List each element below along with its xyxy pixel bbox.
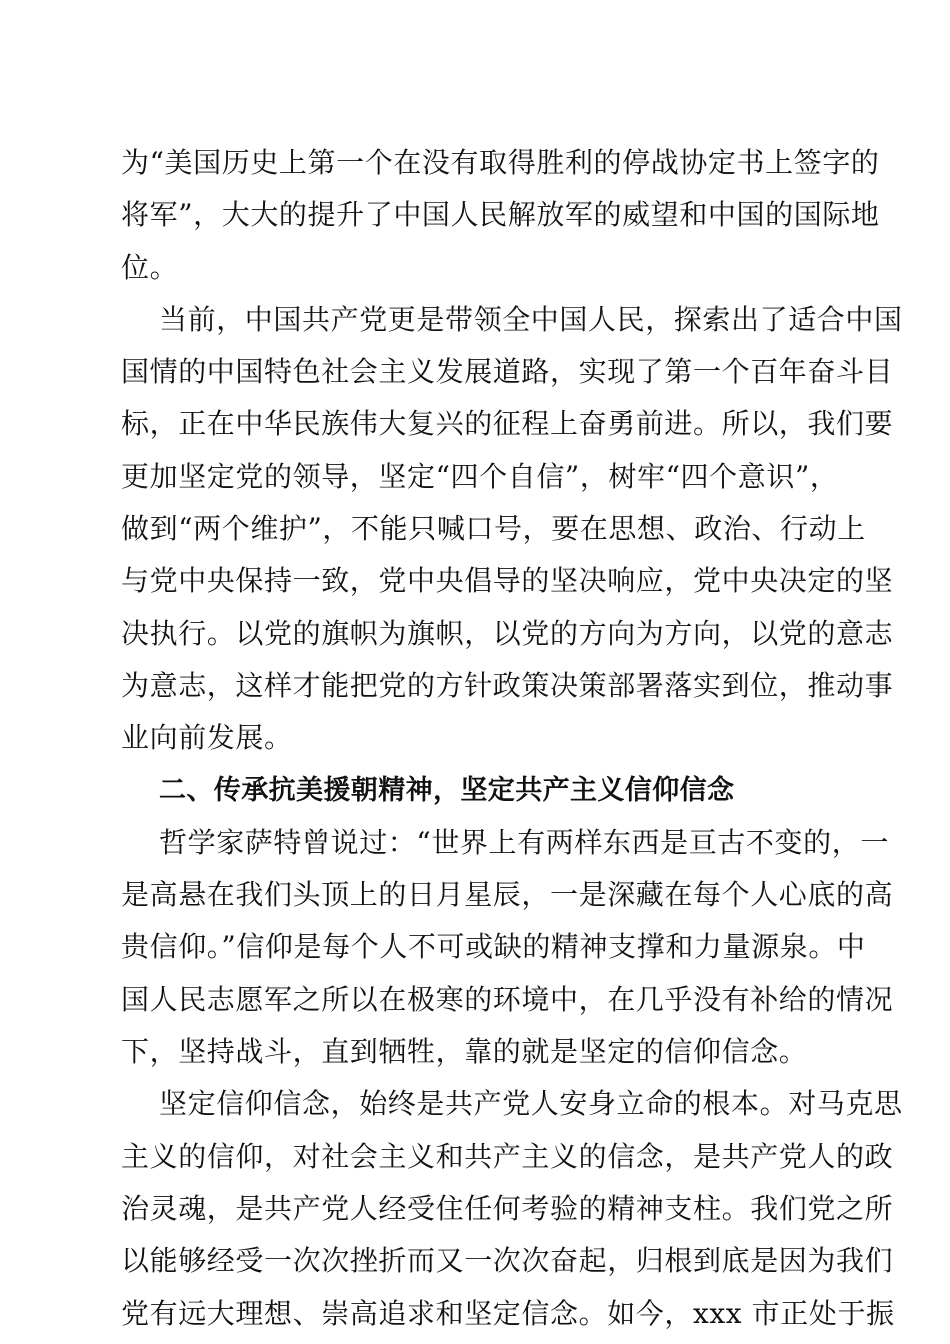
text-line: 更加坚定党的领导，坚定“四个自信”，树牢“四个意识”， [121,459,839,493]
text-line: 标，正在中华民族伟大复兴的征程上奋勇前进。所以，我们要 [121,407,894,441]
text-line: 坚定信仰信念，始终是共产党人安身立命的根本。对马克思 [159,1087,903,1121]
text-line: 党有远大理想、崇高追求和坚定信念。如今，xxx 市正处于振 [121,1296,895,1330]
text-line: 当前，中国共产党更是带领全中国人民，探索出了适合中国 [159,302,903,336]
text-line: 将军”，大大的提升了中国人民解放军的威望和中国的国际地 [121,198,880,232]
text-line: 为“美国历史上第一个在没有取得胜利的停战协定书上签字的 [121,146,880,179]
section-heading [121,765,831,817]
text-line: 国人民志愿军之所以在极寒的环境中，在几乎没有补给的情况 [121,982,894,1016]
paragraph-1 [121,137,880,294]
text-line: 主义的信仰，对社会主义和共产主义的信念，是共产党人的政 [121,1139,894,1173]
document-body [121,137,903,1340]
text-line: 以能够经受一次次挫折而又一次次奋起，归根到底是因为我们 [121,1244,894,1278]
text-line: 哲学家萨特曾说过：“世界上有两样东西是亘古不变的，一 [159,825,889,859]
heading-text: 二、传承抗美援朝精神，坚定共产主义信仰信念 [159,774,735,806]
text-line: 决执行。以党的旗帜为旗帜，以党的方向为方向，以党的意志 [121,616,894,650]
text-line: 是高悬在我们头顶上的日月星辰，一是深藏在每个人心底的高 [121,878,894,912]
text-line: 国情的中国特色社会主义发展道路，实现了第一个百年奋斗目 [121,355,894,389]
text-line: 治灵魂，是共产党人经受住任何考验的精神支柱。我们党之所 [121,1191,894,1225]
paragraph-2 [121,294,903,765]
text-line: 为意志，这样才能把党的方针政策决策部署落实到位，推动事 [121,668,894,702]
text-line: 与党中央保持一致，党中央倡导的坚决响应，党中央决定的坚 [121,564,894,598]
text-line: 贵信仰。”信仰是每个人不可或缺的精神支撑和力量源泉。中 [121,930,866,964]
text-line: 位。 [121,250,179,284]
paragraph-3 [121,817,894,1078]
text-line: 做到“两个维护”，不能只喊口号，要在思想、政治、行动上 [121,512,866,546]
text-line: 业向前发展。 [121,721,293,755]
paragraph-4 [121,1078,903,1339]
text-line: 下，坚持战斗，直到牺牲，靠的就是坚定的信仰信念。 [121,1035,808,1069]
